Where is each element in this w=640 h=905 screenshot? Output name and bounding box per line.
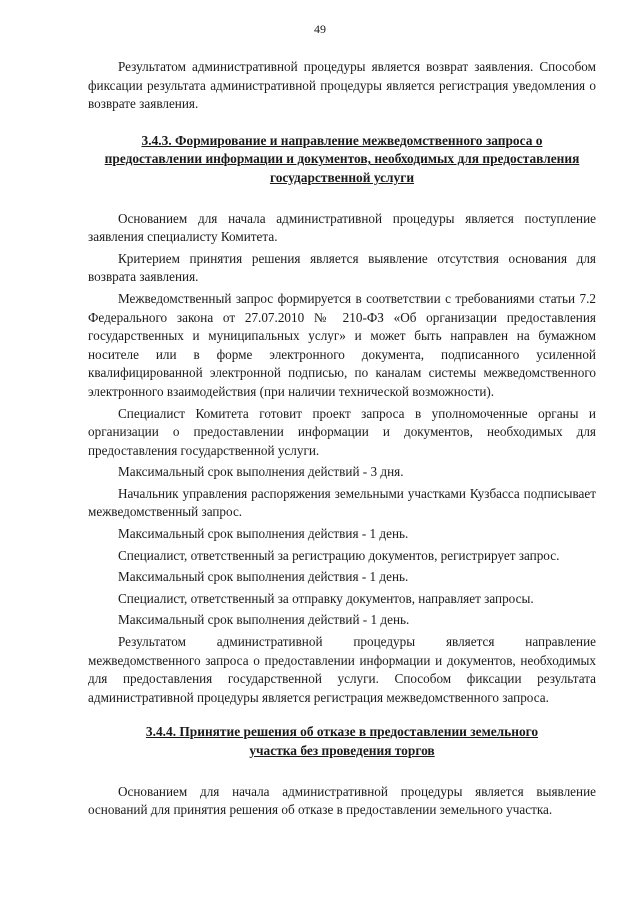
paragraph: Основанием для начала административной процедуры является выявление оснований для принятия решения об отказе в предоставлении земельного участка. xyxy=(88,783,596,818)
paragraph: Максимальный срок выполнения действий - 1 день. xyxy=(118,612,410,628)
section-3-4-4-heading-block xyxy=(88,723,596,760)
paragraph: Максимальный срок выполнения действия - 1 день. xyxy=(118,526,409,542)
paragraph: Межведомственный запрос формируется в соответствии с требованиями статьи 7.2 Федерального закона от 27.07.2010 № 210-ФЗ «Об организации предоставления государственных и муниципальных услуг» и может быть направлен на бумажном носителе или в форме электронного документа, подписанного усиленной квалифицированной электронной подписью, по каналам системы межведомственного электронного взаимодействия (при наличии технической возможности). xyxy=(88,290,596,399)
paragraph: Критерием принятия решения является выявление отсутствия основания для возврата заявления. xyxy=(88,250,596,285)
paragraph: Начальник управления распоряжения земельными участками Кузбасса подписывает межведомственный запрос. xyxy=(88,485,596,520)
paragraph: Специалист, ответственный за отправку документов, направляет запросы. xyxy=(118,590,534,606)
paragraph: Максимальный срок выполнения действия - 1 день. xyxy=(118,569,409,585)
document-body xyxy=(88,58,596,823)
paragraph: Основанием для начала административной процедуры является поступление заявления специалисту Комитета. xyxy=(88,210,596,245)
section-3-4-4-body xyxy=(88,783,596,820)
section-3-4-3-heading: 3.4.3. Формирование и направление межведомственного запроса о предоставлении информации и документов, необходимых для предоставления государственной услуги xyxy=(104,132,580,185)
paragraph: Специалист Комитета готовит проект запроса в уполномоченные органы и организации о предоставлении информации и документов, необходимых для предоставления государственной услуги. xyxy=(88,405,596,458)
section-3-4-3-heading-block xyxy=(88,132,596,188)
paragraph: Результатом административной процедуры является направление межведомственного запроса о предоставлении информации и документов, необходимых для предоставления государственной услуги. Способом фиксации результата административной процедуры является регистрация межведомственного запроса. xyxy=(88,634,596,705)
intro-paragraph: Результатом административной процедуры является возврат заявления. Способом фиксации результата административной процедуры является регистрация уведомления о возврате заявления. xyxy=(88,59,596,112)
page-number: 49 xyxy=(314,22,326,36)
paragraph: Максимальный срок выполнения действий - 3 дня. xyxy=(118,464,404,480)
section-3-4-3-body xyxy=(88,210,596,708)
section-3-4-4-heading: 3.4.4. Принятие решения об отказе в предоставлении земельного участка без проведения торгов xyxy=(145,724,539,758)
paragraph: Специалист, ответственный за регистрацию документов, регистрирует запрос. xyxy=(118,547,560,563)
